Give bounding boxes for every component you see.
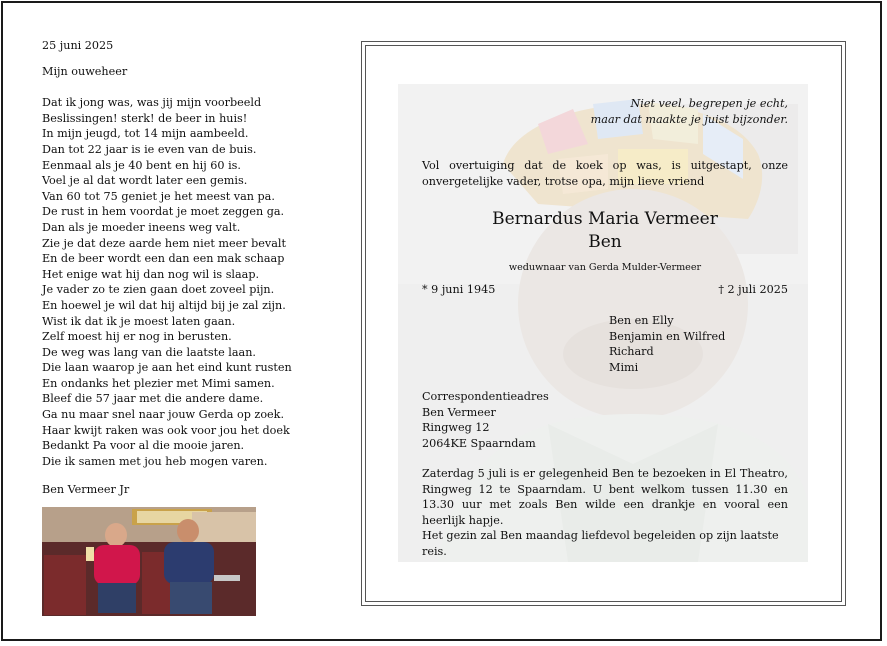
poem-line: Bedankt Pa voor al die mooie jaren.	[42, 439, 245, 453]
closing-text: Het gezin zal Ben maandag liefdevol begeleiden op zijn laatste reis.	[422, 529, 779, 558]
poem-line: Beslissingen! sterk! de beer in huis!	[42, 111, 248, 125]
poem-line: En de beer wordt een dan een mak schaap	[42, 252, 285, 266]
intro-text: Vol overtuiging dat de koek op was, is uitgestapt, onze onvergetelijke vader, trotse opa, mijn lieve vriend	[422, 159, 788, 188]
quote	[422, 96, 788, 127]
address-line: 2064KE Spaarndam	[422, 436, 536, 450]
poem-line: Die ik samen met jou heb mogen varen.	[42, 454, 268, 468]
full-name: Bernardus Maria Vermeer	[492, 209, 718, 229]
poem-line: Haar kwijt raken was ook voor jou het doek	[42, 423, 290, 437]
widower-line: weduwnaar van Gerda Mulder-Vermeer	[508, 262, 702, 273]
quote-line: Niet veel, begrepen je echt,	[630, 97, 788, 110]
poem-line: Bleef die 57 jaar met die andere dame.	[42, 392, 264, 406]
family-member: Richard	[609, 345, 654, 359]
letter	[42, 38, 342, 498]
address-line: Ben Vermeer	[422, 405, 496, 419]
poem-line: Ga nu maar snel naar jouw Gerda op zoek.	[42, 408, 285, 422]
poem-line: Het enige wat hij dan nog wil is slaap.	[42, 267, 260, 281]
visit-info: Zaterdag 5 juli is er gelegenheid Ben te bezoeken in El Theatro, Ringweg 12 te Spaarndam. U bent welkom tussen 11.30 en 13.30 uur met zoals Ben wilde een drankje en vooral een heerlijk hapje.	[422, 467, 788, 527]
letter-date: 25 juni 2025	[42, 39, 114, 52]
letter-signature: Ben Vermeer Jr	[42, 483, 130, 497]
family-photo	[42, 507, 256, 616]
poem-line: Dan tot 22 jaar is ie even van de buis.	[42, 142, 257, 156]
poem-line: Je vader zo te zien gaan doet zoveel pijn.	[42, 283, 275, 297]
poem-line: De weg was lang van die laatste laan.	[42, 345, 256, 359]
poem	[42, 95, 342, 469]
poem-line: Van 60 tot 75 geniet je het meest van pa.	[42, 189, 275, 203]
correspondence-address	[422, 389, 549, 451]
family-member: Mimi	[609, 360, 639, 374]
poem-line: In mijn jeugd, tot 14 mijn aambeeld.	[42, 127, 249, 141]
address-line: Ringweg 12	[422, 421, 490, 435]
poem-line: Wist ik dat ik je moest laten gaan.	[42, 314, 236, 328]
poem-line: Voel je al dat wordt later een gemis.	[42, 174, 248, 188]
quote-line: maar dat maakte je juist bijzonder.	[590, 112, 788, 126]
card-content	[422, 96, 788, 558]
poem-line: Eenmaal als je 40 bent en hij 60 is.	[42, 158, 241, 172]
family-list	[609, 313, 725, 375]
poem-line: En ondanks het plezier met Mimi samen.	[42, 376, 275, 390]
poem-line: En hoewel je wil dat hij altijd bij je zal zijn.	[42, 298, 286, 312]
poem-line: De rust in hem voordat je moet zeggen ga.	[42, 205, 285, 219]
nickname: Ben	[588, 232, 622, 252]
family-photo-illustration	[42, 507, 256, 616]
letter-salutation: Mijn ouweheer	[42, 64, 128, 78]
family-member: Ben en Elly	[609, 314, 674, 327]
poem-line: Dat ik jong was, was jij mijn voorbeeld	[42, 96, 262, 110]
deceased-name	[422, 208, 788, 254]
family-member: Benjamin en Wilfred	[609, 329, 726, 343]
death-date: † 2 juli 2025	[718, 283, 788, 296]
birth-date: * 9 juni 1945	[422, 283, 496, 296]
poem-line: Zelf moest hij er nog in berusten.	[42, 330, 232, 344]
poem-line: Die laan waarop je aan het eind kunt rusten	[42, 361, 292, 375]
poem-line: Dan als je moeder ineens weg valt.	[42, 220, 241, 234]
address-line: Correspondentieadres	[422, 390, 549, 403]
poem-line: Zie je dat deze aarde hem niet meer bevalt	[42, 236, 286, 250]
